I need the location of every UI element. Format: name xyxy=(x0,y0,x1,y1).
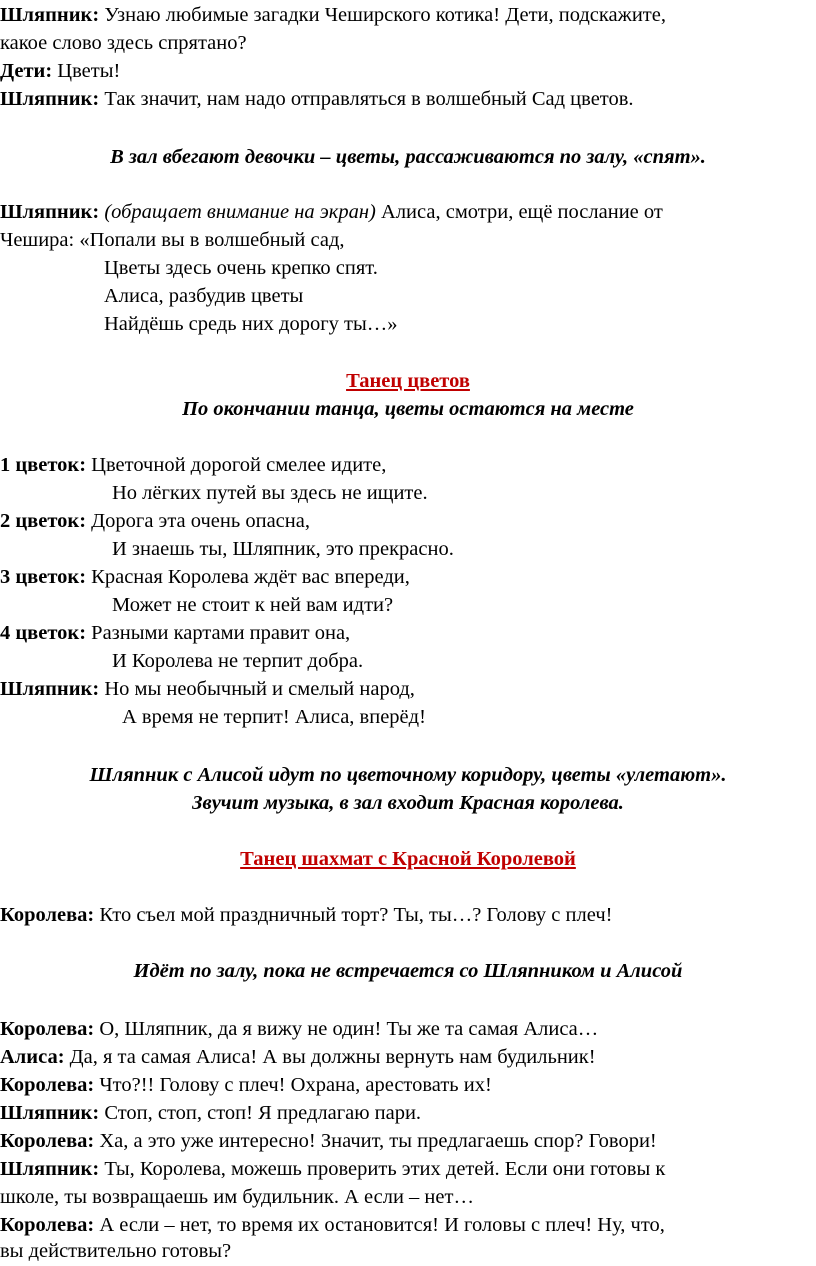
speaker-name: Королева: xyxy=(0,1130,95,1152)
verse-line: Но лёгких путей вы здесь не ищите. xyxy=(112,482,428,504)
verse-line: А время не терпит! Алиса, вперёд! xyxy=(122,706,426,728)
stage-direction: Шляпник с Алисой идут по цветочному коридору, цветы «улетают». xyxy=(89,764,727,786)
dialog-line xyxy=(0,1184,474,1210)
dialog-line xyxy=(0,1044,596,1070)
speaker-name: 3 цветок: xyxy=(0,566,87,588)
dialog-line xyxy=(0,30,247,56)
dialog-line xyxy=(0,2,666,28)
dialog-line xyxy=(0,620,350,646)
speaker-name: Шляпник: xyxy=(0,201,100,223)
remark: (обращает внимание на экран) xyxy=(99,201,376,223)
line-text: А если – нет, то время их остановится! И головы с плеч! Ну, что, xyxy=(94,1214,665,1236)
dialog-line xyxy=(0,1128,657,1154)
line-text: вы действительно готовы? xyxy=(0,1240,232,1262)
speaker-name: Дети: xyxy=(0,60,53,82)
line-text: О, Шляпник, да я вижу не один! Ты же та самая Алиса… xyxy=(94,1018,599,1040)
dialog-line xyxy=(0,508,310,534)
dialog-line xyxy=(0,1212,665,1238)
dialog-line xyxy=(0,227,345,253)
line-text: Кто съел мой праздничный торт? Ты, ты…? Голову с плеч! xyxy=(94,904,613,926)
dialog-line xyxy=(0,86,634,112)
section-heading xyxy=(0,846,816,872)
section-heading xyxy=(0,368,816,394)
dialog-line xyxy=(0,1016,598,1042)
dialog-line xyxy=(0,902,612,928)
speaker-name: 4 цветок: xyxy=(0,622,87,644)
speaker-name: Шляпник: xyxy=(0,1158,100,1180)
speaker-name: Королева: xyxy=(0,904,95,926)
verse-line: И знаешь ты, Шляпник, это прекрасно. xyxy=(112,538,454,560)
dialog-line xyxy=(0,58,120,84)
speaker-name: Королева: xyxy=(0,1074,95,1096)
section-heading-text: Танец цветов xyxy=(346,370,470,392)
dialog-line xyxy=(0,564,410,590)
line-text: Да, я та самая Алиса! А вы должны вернуть нам будильник! xyxy=(64,1046,596,1068)
dialog-line xyxy=(0,1072,492,1098)
line-text: школе, ты возвращаешь им будильник. А если – нет… xyxy=(0,1186,474,1208)
dialog-line xyxy=(0,452,386,478)
speaker-name: 2 цветок: xyxy=(0,510,87,532)
line-text: Дорога эта очень опасна, xyxy=(86,510,310,532)
dialog-line xyxy=(0,1156,665,1182)
line-text: Но мы необычный и смелый народ, xyxy=(99,678,415,700)
speaker-name: Королева: xyxy=(0,1018,95,1040)
verse-line: Может не стоит к ней вам идти? xyxy=(112,594,394,616)
dialog-line xyxy=(0,1238,231,1264)
stage-direction: Звучит музыка, в зал входит Красная королева. xyxy=(192,792,624,814)
line-text: какое слово здесь спрятано? xyxy=(0,32,247,54)
line-text: Ты, Королева, можешь проверить этих детей. Если они готовы к xyxy=(99,1158,666,1180)
line-text: Цветочной дорогой смелее идите, xyxy=(86,454,387,476)
speaker-name: Шляпник: xyxy=(0,88,100,110)
line-text: Так значит, нам надо отправляться в волшебный Сад цветов. xyxy=(99,88,634,110)
verse-line: Найдёшь средь них дорогу ты…» xyxy=(104,313,398,335)
verse-line: Цветы здесь очень крепко спят. xyxy=(104,257,378,279)
stage-direction: В зал вбегают девочки – цветы, рассаживаются по залу, «спят». xyxy=(110,146,706,168)
speaker-name: Шляпник: xyxy=(0,4,100,26)
line-text: Красная Королева ждёт вас впереди, xyxy=(86,566,410,588)
stage-direction: Идёт по залу, пока не встречается со Шляпником и Алисой xyxy=(133,960,683,982)
speaker-name: 1 цветок: xyxy=(0,454,87,476)
section-heading-text: Танец шахмат с Красной Королевой xyxy=(240,848,576,870)
line-text: Узнаю любимые загадки Чеширского котика! Дети, подскажите, xyxy=(99,4,666,26)
line-text: Ха, а это уже интересно! Значит, ты предлагаешь спор? Говори! xyxy=(94,1130,657,1152)
line-text: Цветы! xyxy=(52,60,121,82)
verse-line: Алиса, разбудив цветы xyxy=(104,285,304,307)
speaker-name: Шляпник: xyxy=(0,1102,100,1124)
speaker-name: Алиса: xyxy=(0,1046,65,1068)
stage-direction: По окончании танца, цветы остаются на месте xyxy=(182,398,634,420)
verse-line: И Королева не терпит добра. xyxy=(112,650,364,672)
line-text: Чешира: «Попали вы в волшебный сад, xyxy=(0,229,345,251)
line-text: Алиса, смотри, ещё послание от xyxy=(375,201,663,223)
speaker-name: Шляпник: xyxy=(0,678,100,700)
line-text: Стоп, стоп, стоп! Я предлагаю пари. xyxy=(99,1102,422,1124)
dialog-line xyxy=(0,1100,421,1126)
dialog-line xyxy=(0,676,415,702)
speaker-name: Королева: xyxy=(0,1214,95,1236)
line-text: Что?!! Голову с плеч! Охрана, арестовать их! xyxy=(94,1074,492,1096)
dialog-line xyxy=(0,199,663,225)
line-text: Разными картами правит она, xyxy=(86,622,351,644)
